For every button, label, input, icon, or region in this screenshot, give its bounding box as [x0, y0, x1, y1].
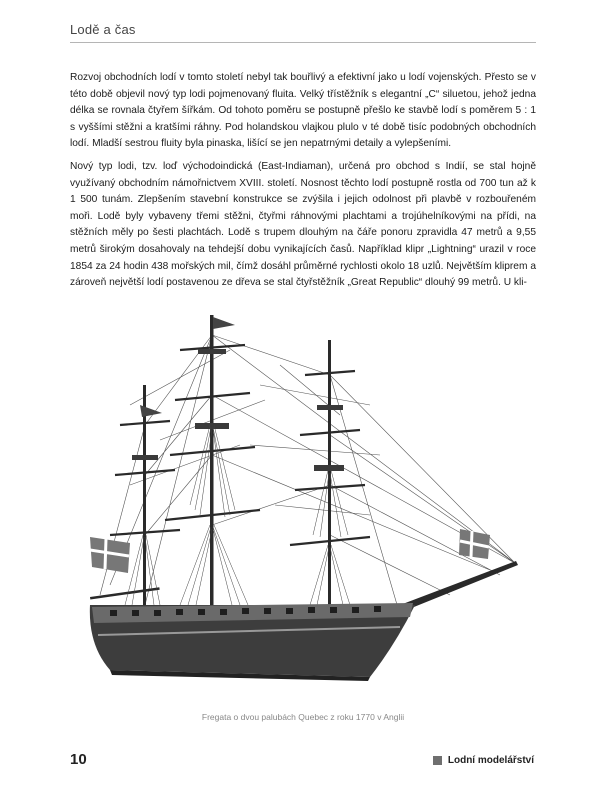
footer-marker-icon: [433, 756, 442, 765]
paragraph-fluita: Rozvoj obchodních lodí v tomto století nebyl tak bouřlivý a efektivní jako u lodí vojenských. Přesto se v této době objevil nový typ lodi pojmenovaný fluita. Velký třístěžník s elegantní „C“ siluetou, jehož jedna délka se rovnala čtyřem šířkám. Od tohoto poměru se postupně přešlo ke stavbě lodí s poměrem 5 : 1 s vyššími stěžni a kratšími ráhny. Pod holandskou vlajkou plulo v té době tisíc podobných obchodních lodí. Mladší sestrou fluity byla pinaska, lišící se jen nepatrnými detaily a vylepšeními.: [70, 72, 536, 150]
running-header: Lodě a čas: [70, 22, 136, 37]
figure-caption: Fregata o dvou palubách Quebec z roku 1770 v Anglii: [201, 712, 405, 722]
body-text: [70, 70, 536, 298]
header-rule: [70, 42, 536, 43]
page-number: 10: [70, 751, 87, 768]
frigate-illustration: [70, 305, 540, 705]
paragraph-east-indiaman: Nový typ lodi, tzv. loď východoindická (East-Indiaman), určená pro obchod s Indií, se stal hojně využívaný obchodním námořnictvem XVIII. století. Nosnost těchto lodí postupně rostla od 700 tun až k 1 500 tunám. Zlepšením stavební konstrukce se zvýšila i jejich odolnost při plavbě v rozbouřeném moři. Lodě byly vybaveny třemi stěžni, čtyřmi ráhnovými plachtami a trojúhelníkovými na přídi, na stěžních měly po šesti plachtách. Lodě s trupem dlouhým na čáře ponoru zpravidla 47 metrů a 9,55 metrů širokým dosahovaly na tehdejší dobu vynikajících časů. Například klipr „Lightning“ urazil v roce 1854 za 24 hodin 438 mořských mil, čímž dosáhl průměrné rychlosti okolo 18 uzlů. Největším kliprem a zároveň největší lodí postavenou ze dřeva se stal čtyřstěžník „Great Republic“ dlouhý 99 metrů. U kli-: [70, 160, 536, 289]
publication-title: Lodní modelářství: [447, 755, 534, 766]
footer-publication: [433, 755, 534, 766]
